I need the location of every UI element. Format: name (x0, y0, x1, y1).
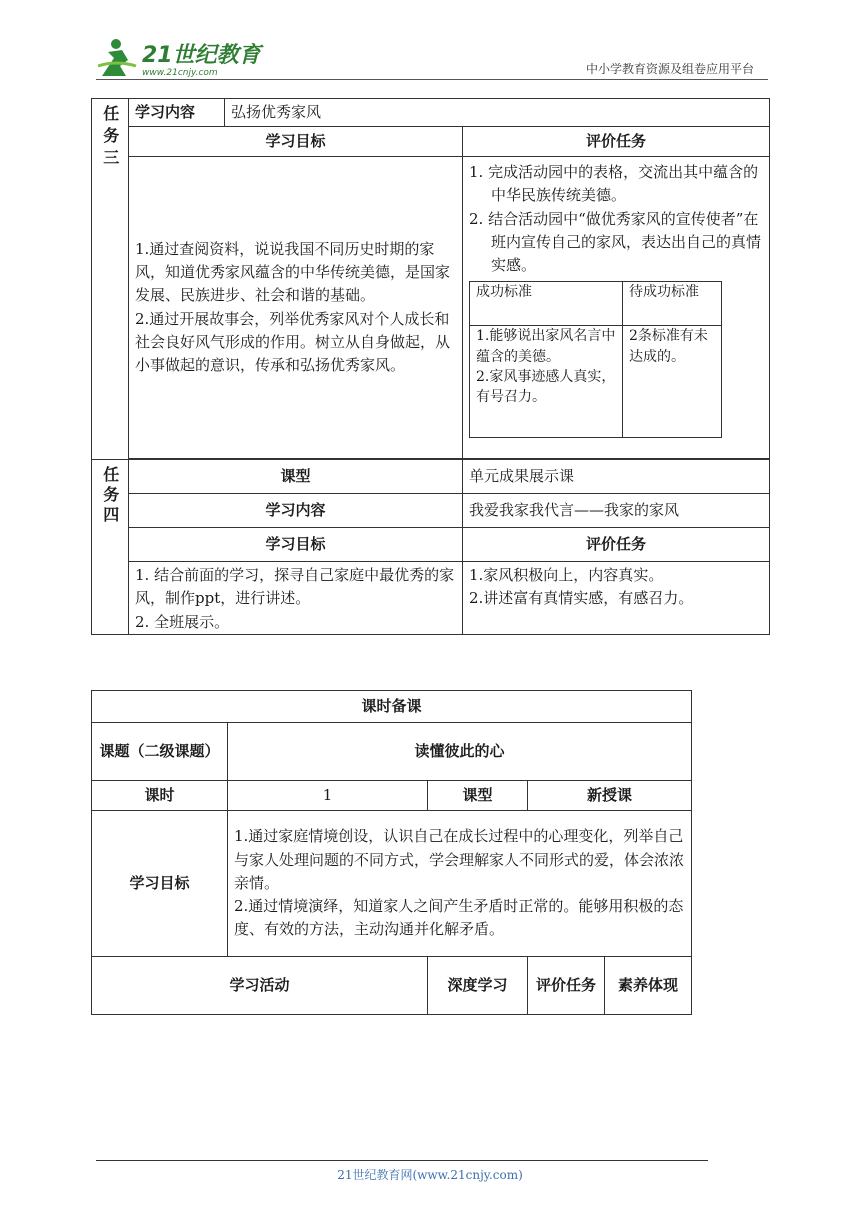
task4-type-label: 课型 (129, 460, 463, 494)
success-header: 成功标准 (470, 282, 623, 326)
task4-goals (129, 562, 463, 635)
task4-goal-header: 学习目标 (129, 528, 463, 562)
task3-eval-1: 1. 完成活动园中的表格，交流出其中蕴含的中华民族传统美德。 (469, 163, 759, 205)
task3-side-label: 任务三 (92, 99, 129, 460)
logo-url: www.21cnjy.com (142, 68, 218, 78)
task3-goal-2: 2.通过开展故事会，列举优秀家风对个人成长和社会良好风气形成的作用。树立从自身做起，从小事做起的意识，传承和弘扬优秀家风。 (135, 309, 451, 374)
task3-content-label: 学习内容 (129, 99, 225, 127)
topic-label: 课题（二级课题） (92, 723, 228, 781)
type-value: 新授课 (528, 781, 692, 811)
task4-eval-2: 2.讲述富有真情实感，有感召力。 (469, 589, 694, 608)
topic-value: 读懂彼此的心 (228, 723, 692, 781)
task4-type-value: 单元成果展示课 (463, 460, 770, 494)
period-value: 1 (228, 781, 428, 811)
task4-eval-header: 评价任务 (463, 528, 770, 562)
pending-value: 2条标准有未达成的。 (623, 326, 722, 438)
footer-link[interactable]: 21世纪教育网(www.21cnjy.com) (337, 1168, 523, 1182)
goal-label: 学习目标 (92, 811, 228, 957)
col-deep-learning: 深度学习 (428, 957, 528, 1015)
task3-goal-header: 学习目标 (129, 127, 463, 157)
task3-eval-header: 评价任务 (463, 127, 770, 157)
task3-content-value: 弘扬优秀家风 (225, 99, 770, 127)
task4-side-label: 任务四 (92, 460, 129, 635)
platform-name: 中小学教育资源及组卷应用平台 (585, 62, 754, 76)
header-divider (96, 79, 768, 80)
lesson-table (91, 690, 692, 1015)
task-table (91, 98, 770, 635)
type-label: 课型 (428, 781, 528, 811)
task4-evals (463, 562, 770, 635)
task4-content-label: 学习内容 (129, 494, 463, 528)
lesson-goal-2: 2.通过情境演绎，知道家人之间产生矛盾时正常的。能够用积极的态度、有效的方法，主动沟通并化解矛盾。 (234, 897, 684, 939)
success-items (470, 326, 623, 438)
col-literacy: 素养体现 (605, 957, 692, 1015)
period-label: 课时 (92, 781, 228, 811)
task3-evals (463, 157, 770, 459)
footer-divider (96, 1160, 708, 1161)
lesson-title: 课时备课 (92, 691, 692, 723)
site-logo (96, 36, 266, 80)
col-activity: 学习活动 (92, 957, 428, 1015)
task3-goal-1: 1.通过查阅资料，说说我国不同历史时期的家风，知道优秀家风蕴含的中华传统美德，是国家发展、民族进步、社会和谐的基础。 (135, 239, 451, 305)
success-item-1: 1.能够说出家风名言中蕴含的美德。 (476, 328, 616, 365)
task4-goal-1: 1. 结合前面的学习，探寻自己家庭中最优秀的家风，制作ppt，进行讲述。 (135, 566, 455, 608)
lesson-goals (228, 811, 692, 957)
col-evaluation: 评价任务 (528, 957, 605, 1015)
task3-eval-2: 2. 结合活动园中“做优秀家风的宣传使者”在班内宣传自己的家风，表达出自己的真情实感。 (469, 209, 762, 274)
logo-text: 21世纪教育 (142, 43, 261, 68)
success-item-2: 2.家风事迹感人真实，有号召力。 (476, 368, 616, 406)
pending-header: 待成功标准 (623, 282, 722, 326)
task4-eval-1: 1.家风积极向上，内容真实。 (469, 566, 664, 584)
task4-content-value: 我爱我家我代言——我家的家风 (463, 494, 770, 528)
lesson-goal-1: 1.通过家庭情境创设，认识自己在成长过程中的心理变化，列举自己与家人处理问题的不同方式，学会理解家人不同形式的爱，体会浓浓亲情。 (234, 827, 685, 892)
criteria-table (469, 281, 722, 438)
task4-goal-2: 2. 全班展示。 (135, 612, 230, 631)
task3-goals (129, 157, 463, 459)
